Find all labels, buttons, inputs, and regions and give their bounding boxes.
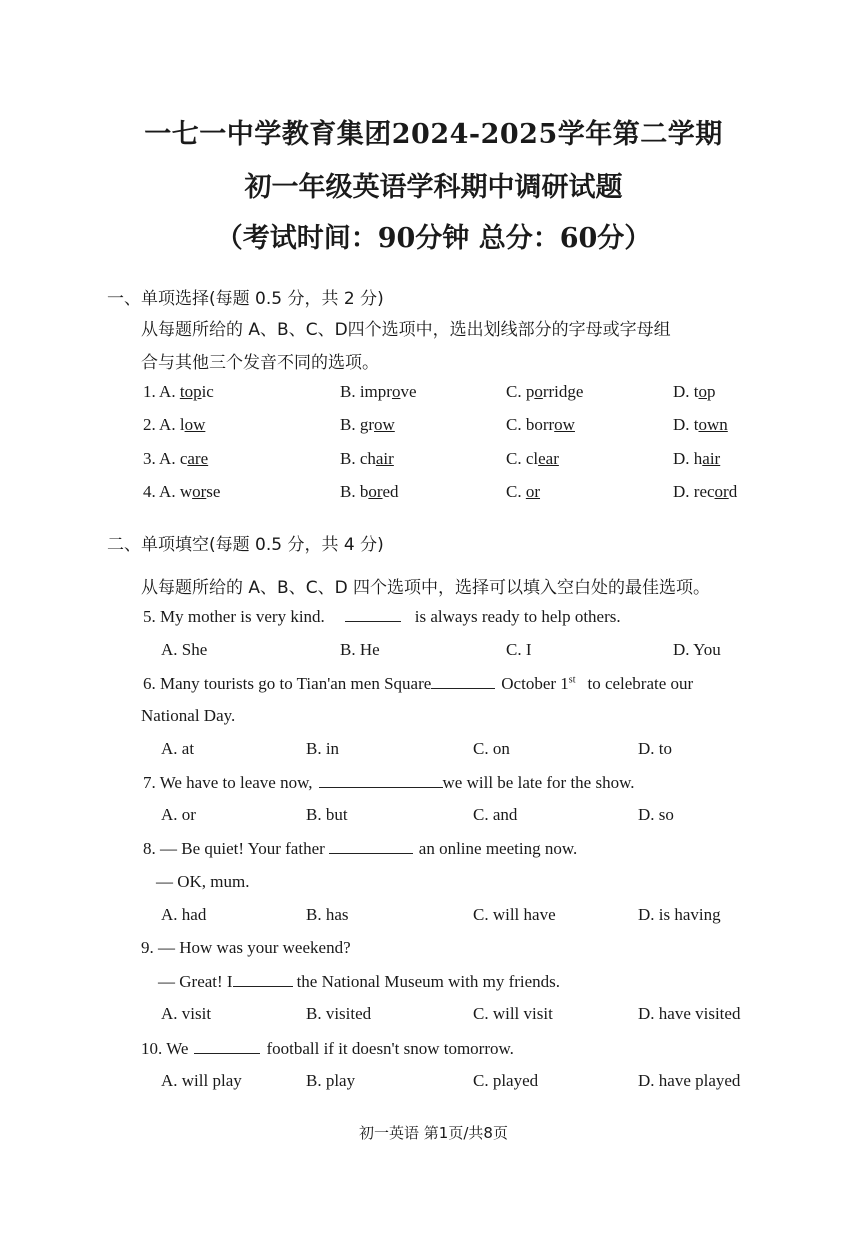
q9-option-a: A. visit xyxy=(161,1004,212,1023)
q5-option-c: C. I xyxy=(506,640,532,659)
section2-instruction: 从每题所给的 A、B、C、D 四个选项中，选择可以填入空白处的最佳选项。 xyxy=(141,578,711,598)
q4-option-c: C. or xyxy=(506,482,541,501)
q5-option-b: B. He xyxy=(340,640,380,659)
q8-option-c: C. will have xyxy=(473,905,556,924)
q7-option-d: D. so xyxy=(638,805,674,824)
q10-stem: 10. We football if it doesn't snow tomorrow. xyxy=(141,1039,514,1058)
section1-title: 一、单项选择(每题 0.5 分，共 2 分) xyxy=(107,289,384,309)
q10-option-b: B. play xyxy=(306,1071,356,1090)
q6-option-b: B. in xyxy=(306,739,340,758)
q8-option-a: A. had xyxy=(161,905,207,924)
q6-option-d: D. to xyxy=(638,739,672,758)
q10-option-a: A. will play xyxy=(161,1071,242,1090)
q2-option-b: B. grow xyxy=(340,415,395,434)
q6-option-a: A. at xyxy=(161,739,195,758)
section2-title: 二、单项填空(每题 0.5 分，共 4 分) xyxy=(107,535,384,555)
q4-option-b: B. bored xyxy=(340,482,399,501)
q9-stem-line1: 9. — How was your weekend? xyxy=(141,938,351,957)
q8-option-b: B. has xyxy=(306,905,349,924)
section1-instruction-a: 从每题所给的 A、B、C、D四个选项中，选出划线部分的字母或字母组 xyxy=(141,320,671,340)
q9-stem: — Great! I the National Museum with my friends. xyxy=(158,972,561,991)
page-footer: 初一英语 第1页/共8页 xyxy=(359,1124,508,1142)
q8-stem-line2: — OK, mum. xyxy=(156,872,250,891)
q6-stem: 6. Many tourists go to Tian'an men Square October 1st to celebrate our xyxy=(143,674,694,693)
q3-option-c: C. clear xyxy=(506,449,559,468)
q5-option-a: A. She xyxy=(161,640,208,659)
exam-header-line2: 初一年级英语学科期中调研试题 xyxy=(244,172,623,203)
q3-option-d: D. hair xyxy=(673,449,721,468)
exam-header-line3: （考试时间：90分钟 总分：60分） xyxy=(215,223,652,254)
q2-option-c: C. borrow xyxy=(506,415,575,434)
q9-option-c: C. will visit xyxy=(473,1004,553,1023)
section1-instruction-b: 合与其他三个发音不同的选项。 xyxy=(141,353,379,373)
q10-option-d: D. have played xyxy=(638,1071,741,1090)
q4-option-d: D. record xyxy=(673,482,738,501)
q7-stem: 7. We have to leave now, we will be late for the show. xyxy=(143,773,635,792)
q3-option-a: 3. A. care xyxy=(143,449,209,468)
q1-option-d: D. top xyxy=(673,382,716,401)
q9-option-d: D. have visited xyxy=(638,1004,741,1023)
q10-option-c: C. played xyxy=(473,1071,539,1090)
q2-option-a: 2. A. low xyxy=(143,415,206,434)
q3-option-b: B. chair xyxy=(340,449,394,468)
q5-stem: 5. My mother is very kind. is always ready to help others. xyxy=(143,607,621,626)
exam-header-line1: 一七一中学教育集团2024-2025学年第二学期 xyxy=(144,119,723,150)
q7-option-a: A. or xyxy=(161,805,196,824)
q4-option-a: 4. A. worse xyxy=(143,482,221,501)
q8-option-d: D. is having xyxy=(638,905,721,924)
q7-option-b: B. but xyxy=(306,805,348,824)
q1-option-c: C. porridge xyxy=(506,382,584,401)
q1-option-a: 1. A. topic xyxy=(143,382,214,401)
q5-option-d: D. You xyxy=(673,640,721,659)
q6-option-c: C. on xyxy=(473,739,510,758)
q7-option-c: C. and xyxy=(473,805,518,824)
q2-option-d: D. town xyxy=(673,415,728,434)
q8-stem: 8. — Be quiet! Your father an online meeting now. xyxy=(143,839,578,858)
q9-option-b: B. visited xyxy=(306,1004,372,1023)
q6-stem-line2: National Day. xyxy=(141,706,236,725)
q1-option-b: B. improve xyxy=(340,382,417,401)
